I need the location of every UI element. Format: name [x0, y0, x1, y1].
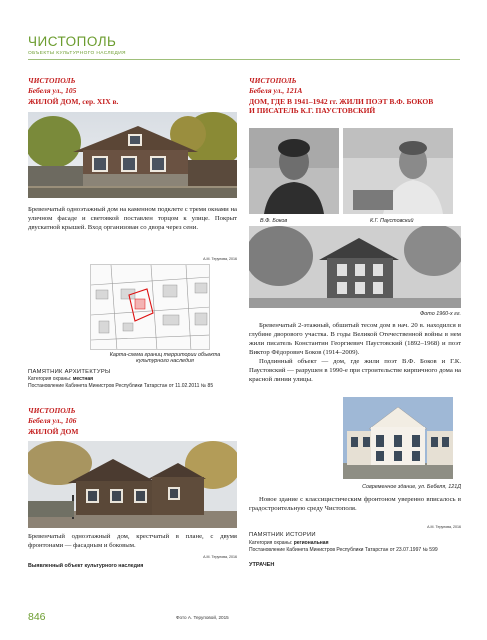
house-105-photo — [28, 112, 237, 198]
right-address: Бебеля ул., 121А — [249, 86, 303, 95]
right-category-label: Категория охраны: — [249, 540, 294, 546]
page-section-subtitle: ОБЪЕКТЫ КУЛЬТУРНОГО НАСЛЕДИЯ — [28, 51, 126, 56]
modern-building-photo — [343, 397, 453, 479]
house-1960s-photo — [249, 226, 461, 308]
right-photo-credit: А.М. Терупова, 2016 — [427, 525, 461, 529]
left-description: ЖИЛОЙ ДОМ, сер. XIX в. — [28, 97, 119, 106]
left-address: Бебеля ул., 105 — [28, 86, 77, 95]
left2-photo-credit: А.М. Терупова, 2016 — [203, 555, 237, 559]
right-city-label: ЧИСТОПОЛЬ — [249, 76, 297, 85]
right-meta-decree: Постановление Кабинета Министров Республики Татарстан от 23.07.1997 № 599 — [249, 547, 438, 553]
right-body-p1: Бревенчатый 2-этажный, обшитый тесом дом в нач. 20 в. находился в глубине дворового участка. В годы Великой Отечественной войны в нем жили писатель Константин Георгиевич Паустовский (1892–1968) и поэт Виктор Фёдорович Боков (1914–2009). — [249, 322, 461, 356]
left-city-label: ЧИСТОПОЛЬ — [28, 76, 76, 85]
left-body-text: Бревенчатый одноэтажный дом на каменном подклете с тремя окнами на уличном фасаде и световкой поставлен торцом к улице. Покрыт двускатной крышей. Вход организован со двора через сени. — [28, 206, 237, 231]
page-section-title: ЧИСТОПОЛЬ — [28, 34, 117, 49]
left-photo-credit: А.М. Терупова, 2016 — [203, 257, 237, 261]
map-caption: Карта-схема границ территории объекта культурного наследия — [109, 352, 221, 364]
right-body-p3: Новое здание с классицистическим фронтоном уверенно вписалось в градостроительную среду Чистополя. — [249, 496, 461, 512]
right-body-p2: Подлинный объект — дом, где жили поэт В.Ф. Боков и Г.К. Паустовский — разрушен в 1990-е при строительстве кирпичного дома на красной линии улицы. — [249, 358, 462, 383]
left-meta-decree: Постановление Кабинета Министров Республики Татарстан от 11.02.2011 № 85 — [28, 383, 214, 389]
left-meta-heading: ПАМЯТНИК АРХИТЕКТУРЫ — [28, 369, 111, 375]
house-106-photo — [28, 441, 237, 528]
right-meta-heading: ПАМЯТНИК ИСТОРИИ — [249, 532, 316, 538]
left2-status: Выявленный объект культурного наследия — [28, 563, 144, 569]
left-category-label: Категория охраны: — [28, 376, 73, 382]
page-number: 846 — [28, 611, 46, 623]
bokov-portrait — [249, 128, 339, 214]
right-category-value: региональная — [293, 540, 329, 546]
paustovsky-caption: К.Г. Паустовский — [370, 218, 414, 224]
right-meta-category — [249, 540, 461, 547]
right-meta-status: УТРАЧЕН — [249, 562, 275, 568]
modern-building-caption: Современное здание, ул. Бебеля, 121Д — [362, 484, 461, 490]
territory-map — [90, 264, 210, 350]
bokov-caption: В.Ф. Боков — [260, 218, 288, 224]
header-rule — [28, 59, 460, 60]
left2-address: Бебеля ул., 106 — [28, 416, 77, 425]
left2-city-label: ЧИСТОПОЛЬ — [28, 406, 76, 415]
paustovsky-portrait — [343, 128, 453, 214]
left2-body-text: Бревенчатый одноэтажный дом, крестчатый в плане, с двумя фронтонами — фасадным и боковым. — [28, 533, 237, 549]
house-1960s-caption: Фото 1960-х гг. — [419, 311, 461, 317]
left2-description: ЖИЛОЙ ДОМ — [28, 427, 79, 436]
footer-photo-credit: Фото А. Теруповой, 2015 — [176, 615, 229, 620]
right-description: ДОМ, ГДЕ В 1941–1942 гг. ЖИЛИ ПОЭТ В.Ф. БОКОВ И ПИСАТЕЛЬ К.Г. ПАУСТОВСКИЙ — [249, 97, 434, 115]
left-meta-category — [28, 376, 238, 383]
left-category-value: местная — [72, 376, 94, 382]
